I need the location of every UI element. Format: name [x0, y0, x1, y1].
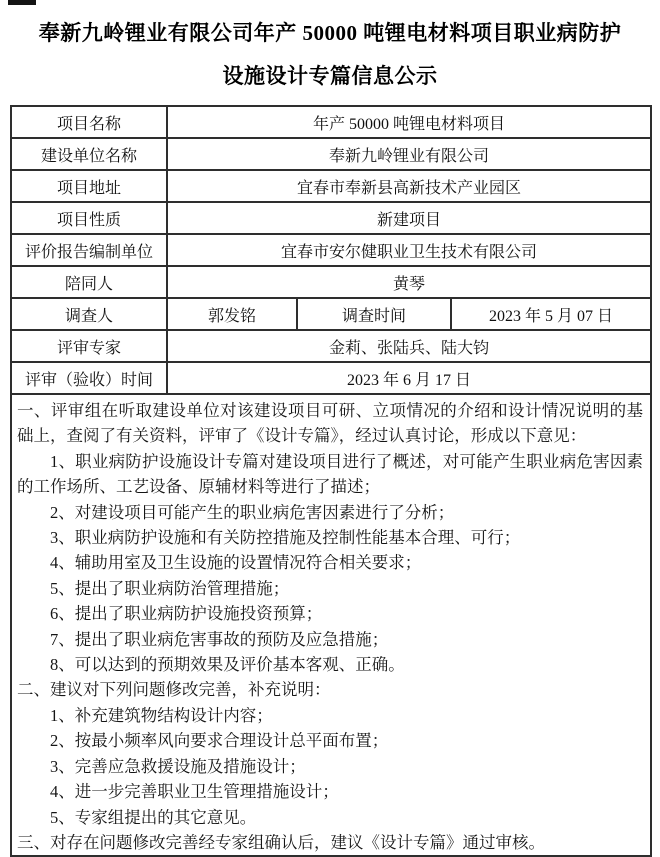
table-row-project-name [11, 106, 651, 138]
row-label: 调查时间 [297, 298, 451, 330]
row-label: 调查人 [11, 298, 167, 330]
opinion-paragraph: 三、对存在问题修改完善经专家组确认后，建议《设计专篇》通过审核。 [17, 832, 545, 852]
opinion-paragraph: 2、对建设项目可能产生的职业病危害因素进行了分析； [50, 502, 455, 522]
table-row-project-nature [11, 202, 651, 234]
row-value: 新建项目 [167, 202, 651, 234]
opinion-paragraph: 3、完善应急救援设施及措施设计； [50, 756, 306, 776]
opinion-paragraph: 5、专家组提出的其它意见。 [50, 807, 257, 827]
table-row-opinion [11, 394, 651, 856]
row-value: 奉新九岭锂业有限公司 [167, 138, 651, 170]
document-title [0, 0, 660, 98]
row-label: 项目地址 [11, 170, 167, 202]
row-value: 年产 50000 吨锂电材料项目 [167, 106, 651, 138]
table-row-report-compiler [11, 234, 651, 266]
row-value: 郭发铭 [167, 298, 297, 330]
table-row-construction-unit [11, 138, 651, 170]
table-row-accompanying-person [11, 266, 651, 298]
opinion-paragraph: 二、建议对下列问题修改完善，补充说明： [17, 680, 331, 700]
project-info-table [10, 105, 652, 857]
table-row-project-address [11, 170, 651, 202]
page-corner-artifact [8, 0, 36, 5]
row-value: 黄琴 [167, 266, 651, 298]
row-value: 2023 年 5 月 07 日 [451, 298, 651, 330]
title-line-1: 奉新九岭锂业有限公司年产 50000 吨锂电材料项目职业病防护 [38, 21, 622, 45]
row-label: 建设单位名称 [11, 138, 167, 170]
opinion-paragraph: 1、职业病防护设施设计专篇对建设项目进行了概述，对可能产生职业病危害因素的工作场所、工艺设备、原辅材料等进行了描述； [17, 451, 644, 497]
title-line-2: 设施设计专篇信息公示 [222, 64, 438, 88]
opinion-paragraph: 4、进一步完善职业卫生管理措施设计； [50, 782, 339, 802]
table-row-review-time [11, 362, 651, 394]
row-label: 项目名称 [11, 106, 167, 138]
table-row-review-experts [11, 330, 651, 362]
opinion-paragraph: 5、提出了职业病防治管理措施； [50, 578, 290, 598]
row-value: 2023 年 6 月 17 日 [167, 362, 651, 394]
opinion-paragraph: 3、职业病防护设施和有关防控措施及控制性能基本合理、可行； [50, 528, 521, 548]
row-label: 评审专家 [11, 330, 167, 362]
row-value: 宜春市安尔健职业卫生技术有限公司 [167, 234, 651, 266]
opinion-paragraph: 7、提出了职业病危害事故的预防及应急措施； [50, 629, 389, 649]
opinion-paragraph: 6、提出了职业病防护设施投资预算； [50, 604, 323, 624]
row-label: 评审（验收）时间 [11, 362, 167, 394]
row-value: 宜春市奉新县高新技术产业园区 [167, 170, 651, 202]
row-label: 陪同人 [11, 266, 167, 298]
opinion-paragraph: 1、补充建筑物结构设计内容； [50, 705, 273, 725]
row-label: 评价报告编制单位 [11, 234, 167, 266]
opinion-paragraph: 2、按最小频率风向要求合理设计总平面布置； [50, 731, 389, 751]
row-value: 金莉、张陆兵、陆大钧 [167, 330, 651, 362]
opinion-paragraph: 一、评审组在听取建设单位对该建设项目可研、立项情况的介绍和设计情况说明的基础上，查阅了有关资料，评审了《设计专篇》，经过认真讨论，形成以下意见： [17, 401, 644, 446]
table-row-investigator [11, 298, 651, 330]
opinion-paragraph: 8、可以达到的预期效果及评价基本客观、正确。 [50, 655, 405, 675]
opinion-cell [11, 394, 651, 856]
opinion-paragraph: 4、辅助用室及卫生设施的设置情况符合相关要求； [50, 553, 422, 573]
row-label: 项目性质 [11, 202, 167, 234]
